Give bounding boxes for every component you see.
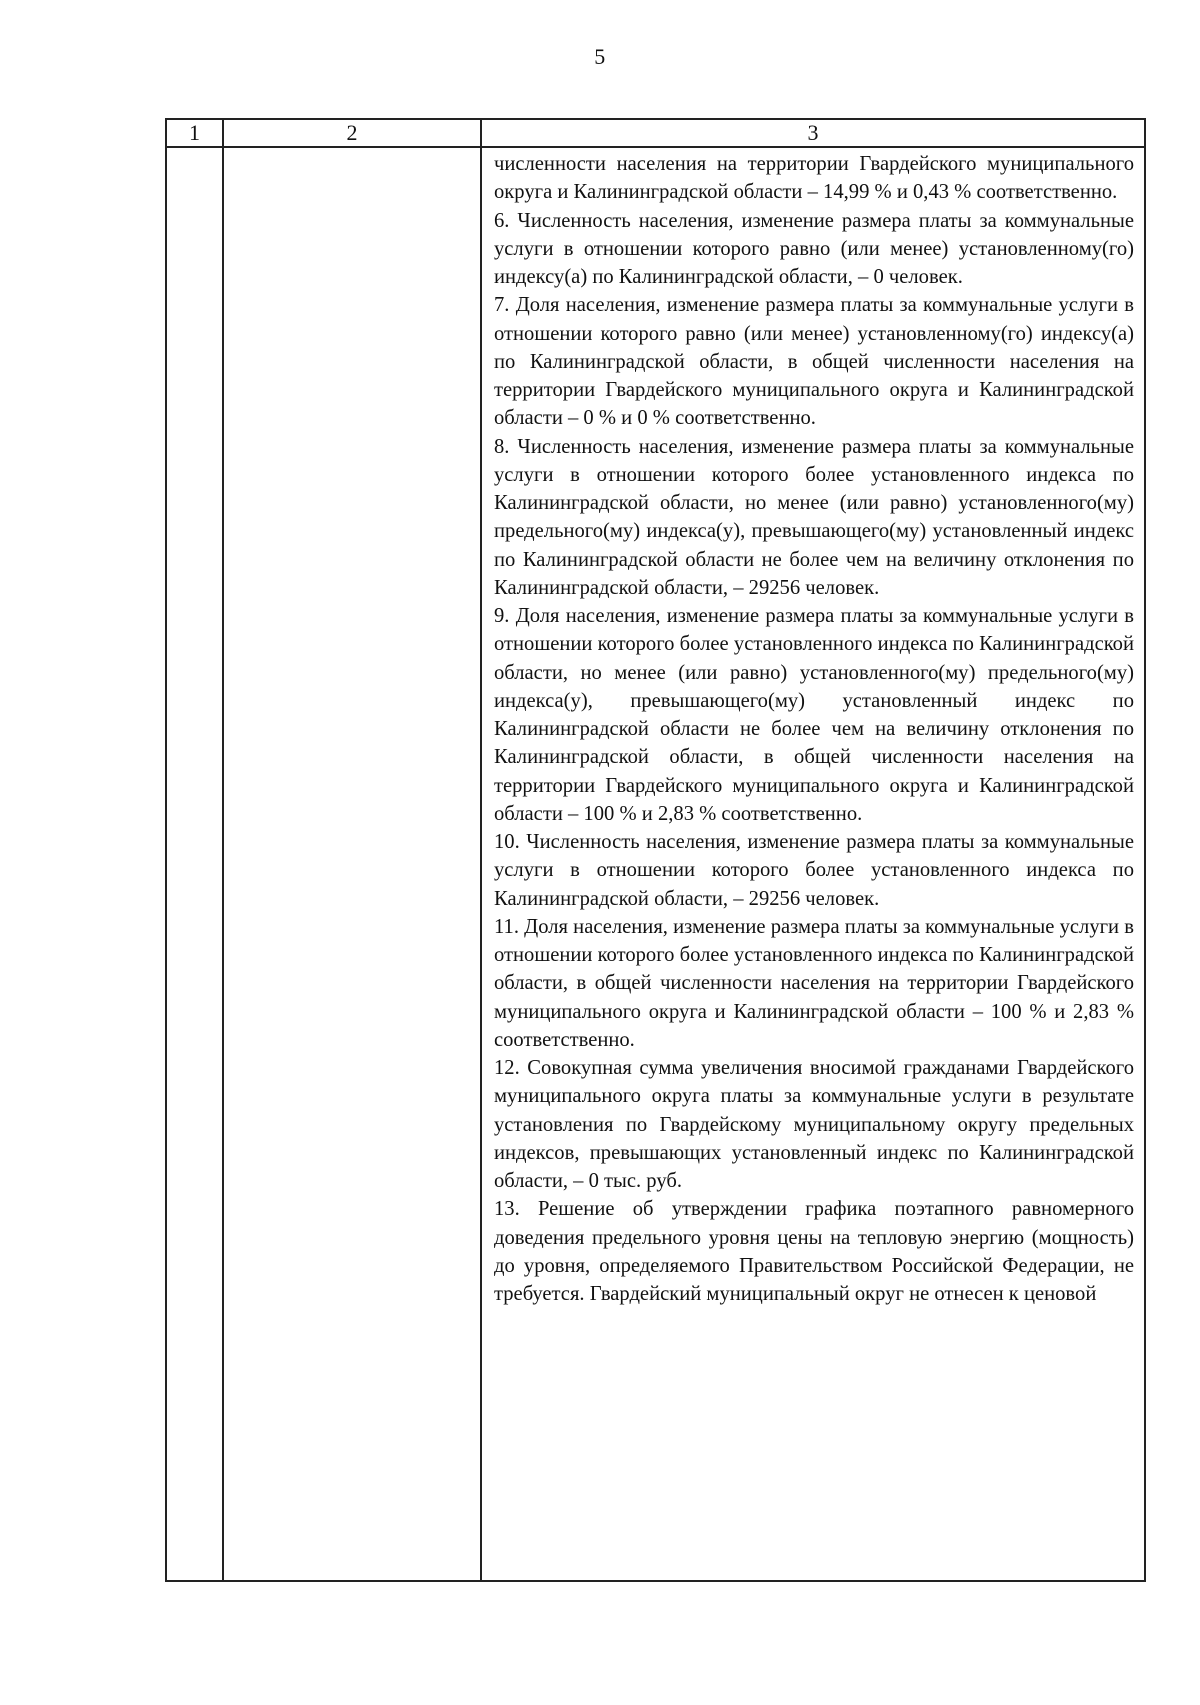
table-row	[166, 147, 1145, 1581]
paragraph-item-6: 6. Численность населения, изменение размера платы за коммунальные услуги в отношении которого равно (или менее) установленному(го) индексу(а) по Калининградской области, – 0 человек.	[494, 209, 1134, 288]
document-table	[165, 118, 1146, 1582]
column-3-cell	[481, 147, 1145, 1581]
table-header-row	[166, 119, 1145, 147]
column-header-2: 2	[223, 119, 481, 147]
paragraph-item-10: 10. Численность населения, изменение размера платы за коммунальные услуги в отношении которого более установленного индекса по Калининградской области, – 29256 человек.	[494, 831, 1134, 910]
column-header-3: 3	[481, 119, 1145, 147]
paragraph-item-9: 9. Доля населения, изменение размера платы за коммунальные услуги в отношении которого более установленного индекса по Калининградской области, но менее (или равно) установленного(му) предельного(му) индекса(у), превышающего(му) установленный индекс по Калининградской области не более чем на величину отклонения по Калининградской области, в общей численности населения на территории Гвардейского муниципального округа и Калининградской области – 100 % и 2,83 % соответственно.	[494, 605, 1134, 825]
column-2-cell	[223, 147, 481, 1581]
paragraph-item-13: 13. Решение об утверждении графика поэтапного равномерного доведения предельного уровня цены на тепловую энергию (мощность) до уровня, определяемого Правительством Российской Федерации, не требуется. Гвардейский муниципальный округ не отнесен к ценовой	[494, 1198, 1134, 1305]
paragraph-item-7: 7. Доля населения, изменение размера платы за коммунальные услуги в отношении которого равно (или менее) установленному(го) индексу(а) по Калининградской области, в общей численности населения на территории Гвардейского муниципального округа и Калининградской области – 0 % и 0 % соответственно.	[494, 294, 1134, 430]
column-1-cell	[166, 147, 223, 1581]
paragraph-item-11: 11. Доля населения, изменение размера платы за коммунальные услуги в отношении которого более установленного индекса по Калининградской области, в общей численности населения на территории Гвардейского муниципального округа и Калининградской области – 100 % и 2,83 % соответственно.	[494, 915, 1134, 1051]
column-header-1: 1	[166, 119, 223, 147]
paragraph-item-8: 8. Численность населения, изменение размера платы за коммунальные услуги в отношении которого более установленного индекса по Калининградской области, но менее (или равно) установленного(му) предельного(му) индекса(у), превышающего(му) установленный индекс по Калининградской области не более чем на величину отклонения по Калининградской области, – 29256 человек.	[494, 435, 1134, 599]
paragraph-item-12: 12. Совокупная сумма увеличения вносимой гражданами Гвардейского муниципального округа платы за коммунальные услуги в результате установления по Гвардейскому муниципальному округу предельных индексов, превышающих установленный индекс по Калининградской области, – 0 тыс. руб.	[494, 1057, 1134, 1192]
paragraph-continuation: численности населения на территории Гвардейского муниципального округа и Калининградской области – 14,99 % и 0,43 % соответственно.	[494, 153, 1134, 204]
page-number: 5	[594, 44, 606, 69]
